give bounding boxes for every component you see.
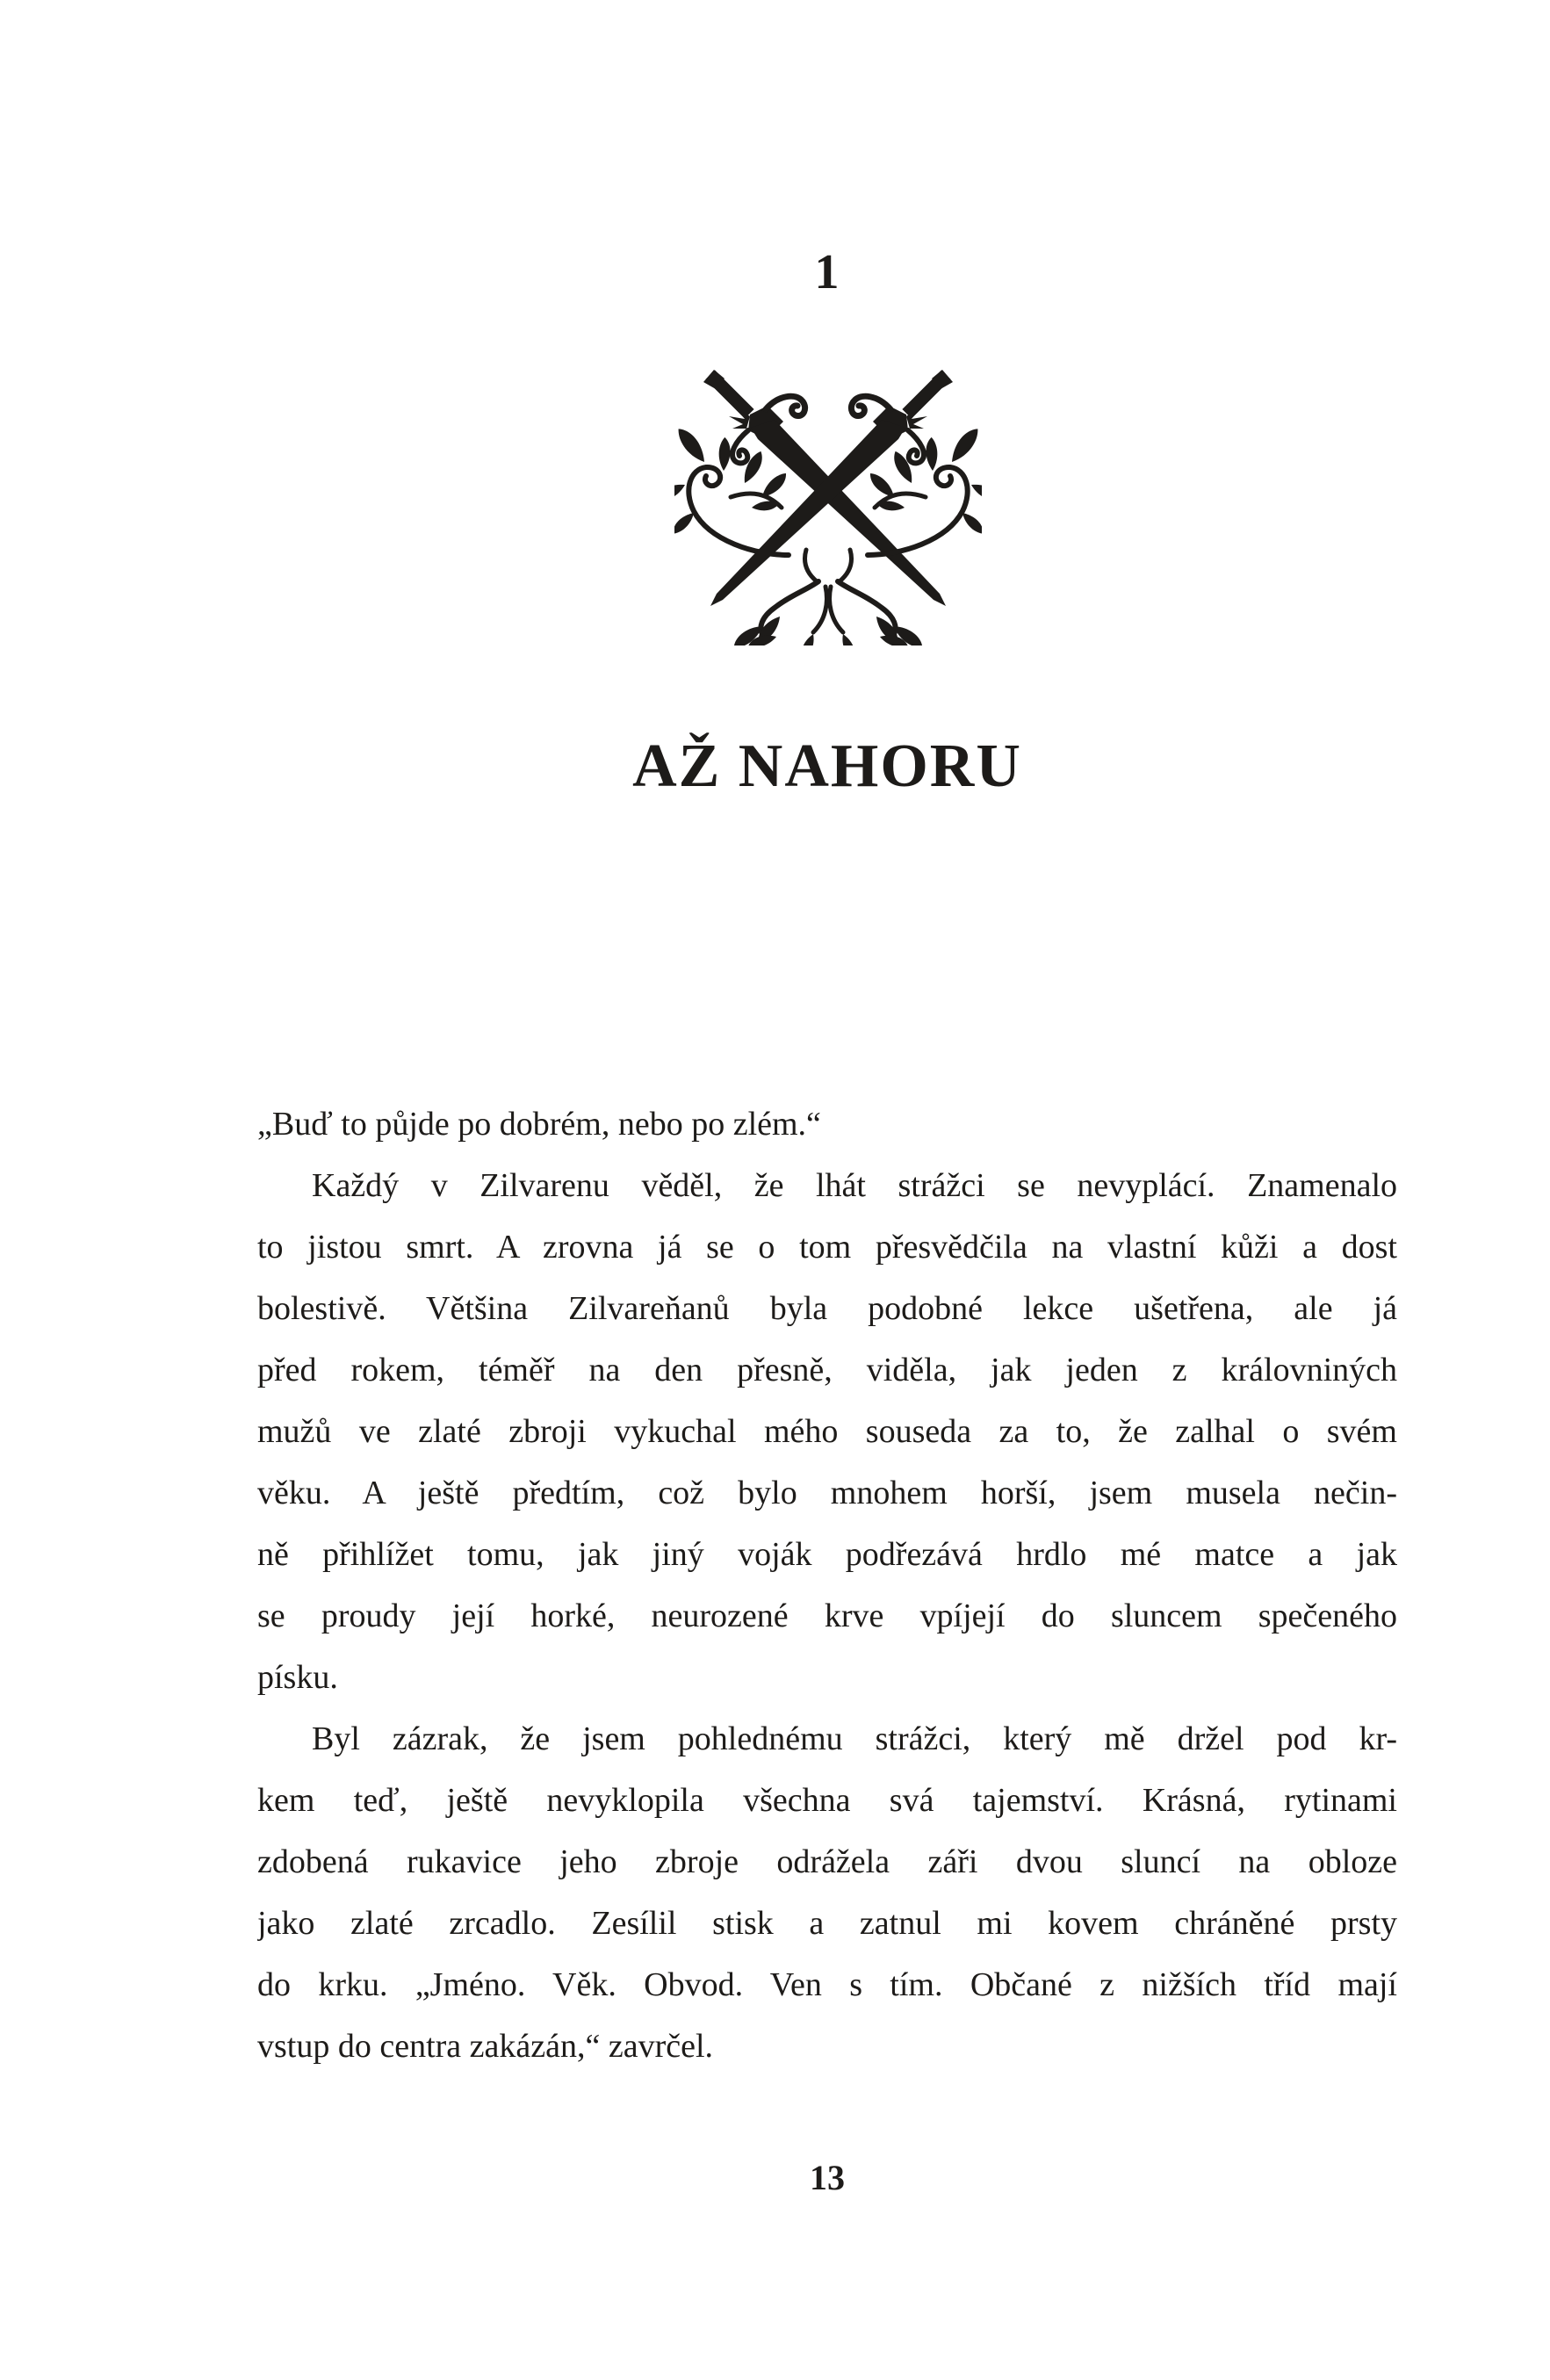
body-text [257,1093,1397,2077]
crossed-swords-vines-icon [674,369,982,645]
text-line: to jistou smrt. A zrovna já se o tom přesvědčila na vlastní kůži a dost [257,1229,1397,1266]
text-line: do krku. „Jméno. Věk. Obvod. Ven s tím. Občané z nižších tříd mají [257,1966,1397,2003]
page-number: 13 [810,2158,845,2197]
text-line: zdobená rukavice jeho zbroje odrážela záři dvou sluncí na obloze [257,1843,1397,1880]
text-line: „Buď to půjde po dobrém, nebo po zlém.“ [257,1106,821,1143]
text-line: věku. A ještě předtím, což bylo mnohem horší, jsem musela nečin- [257,1475,1397,1511]
chapter-title: AŽ NAHORU [632,732,1022,800]
text-line: Byl zázrak, že jsem pohlednému strážci, který mě držel pod kr- [312,1720,1397,1757]
text-line: písku. [257,1659,338,1696]
text-line: kem teď, ještě nevyklopila všechna svá tajemství. Krásná, rytinami [257,1782,1397,1819]
text-line: Každý v Zilvarenu věděl, že lhát strážci se nevyplácí. Znamenalo [312,1167,1397,1204]
text-line: vstup do centra zakázán,“ zavrčel. [257,2028,714,2065]
text-line: bolestivě. Většina Zilvareňanů byla podobné lekce ušetřena, ale já [257,1290,1397,1327]
text-line: mužů ve zlaté zbroji vykuchal mého souseda za to, že zalhal o svém [257,1413,1397,1450]
chapter-number: 1 [814,245,840,299]
text-line: před rokem, téměř na den přesně, viděla, jak jeden z královniných [257,1352,1397,1388]
text-line: jako zlaté zrcadlo. Zesílil stisk a zatnul mi kovem chráněné prsty [257,1905,1397,1942]
text-line: se proudy její horké, neurozené krve vpíjejí do sluncem spečeného [257,1597,1397,1634]
text-line: ně přihlížet tomu, jak jiný voják podřezává hrdlo mé matce a jak [257,1536,1397,1573]
